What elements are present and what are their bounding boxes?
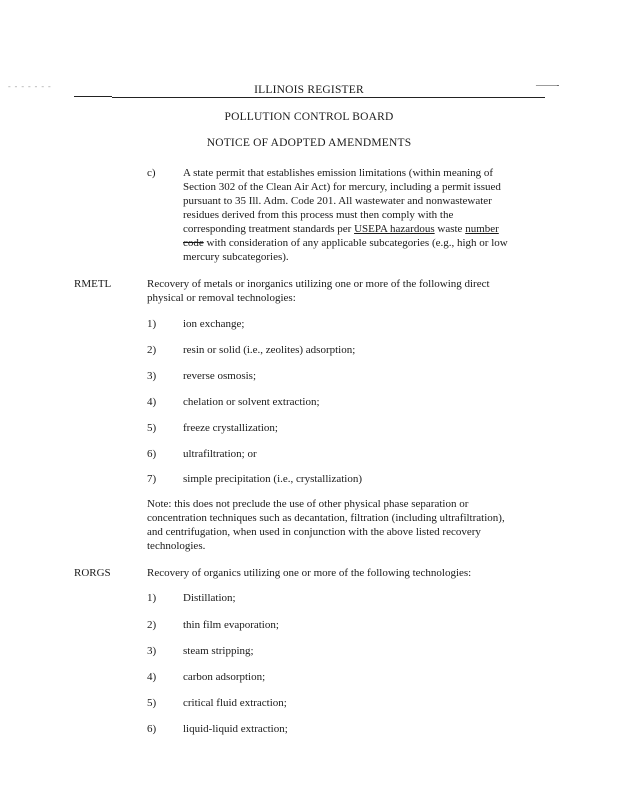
item-c-text-part: waste — [434, 223, 466, 235]
rmetl-item-num: 7) — [147, 473, 157, 485]
rorgs-item-text: critical fluid extraction; — [183, 697, 287, 709]
item-c-line — [183, 222, 563, 236]
register-title: ILLINOIS REGISTER — [254, 84, 364, 96]
rorgs-item-num: 3) — [147, 645, 157, 657]
rmetl-note-line: technologies. — [147, 540, 206, 552]
rmetl-note-line: and centrifugation, when used in conjunction with the above listed recovery — [147, 526, 481, 538]
item-c-line: pursuant to 35 Ill. Adm. Code 201. All wastewater and nonwastewater — [183, 195, 492, 207]
rorgs-intro: Recovery of organics utilizing one or more of the following technologies: — [147, 567, 472, 579]
rmetl-item-num: 6) — [147, 448, 157, 460]
left-scan-mark: - - - - - - - — [8, 82, 52, 91]
corner-mark: ——- — [536, 80, 560, 91]
header-rule-left — [74, 96, 112, 97]
rmetl-item-num: 1) — [147, 318, 157, 330]
rorgs-item-text: liquid-liquid extraction; — [183, 723, 288, 735]
rorgs-item-text: steam stripping; — [183, 645, 254, 657]
rorgs-item-num: 1) — [147, 592, 157, 604]
rmetl-intro — [147, 277, 567, 305]
item-c-line — [183, 236, 563, 250]
rorgs-item-num: 2) — [147, 619, 157, 631]
rmetl-intro-line: Recovery of metals or inorganics utilizing one or more of the following direct — [147, 278, 490, 290]
board-title: POLLUTION CONTROL BOARD — [224, 111, 394, 123]
notice-title: NOTICE OF ADOPTED AMENDMENTS — [206, 137, 412, 149]
item-c-line: A state permit that establishes emission limitations (within meaning of — [183, 167, 494, 179]
item-c-line: mercury subcategories). — [183, 251, 289, 263]
rorgs-item-num: 4) — [147, 671, 157, 683]
rmetl-note — [147, 497, 567, 553]
rmetl-item-text: reverse osmosis; — [183, 370, 257, 382]
rorgs-item-text: carbon adsorption; — [183, 671, 266, 683]
underlined-insertion: number — [465, 223, 499, 235]
rmetl-note-line: concentration techniques such as decantation, filtration (including ultrafiltration), — [147, 512, 505, 524]
rmetl-item-text: resin or solid (i.e., zeolites) adsorption; — [183, 344, 356, 356]
rmetl-item-num: 2) — [147, 344, 157, 356]
struck-deletion: code — [183, 237, 204, 249]
rorgs-item-text: Distillation; — [183, 592, 236, 604]
rmetl-item-text: simple precipitation (i.e., crystallization) — [183, 473, 362, 485]
rmetl-item-text: ultrafiltration; or — [183, 448, 257, 460]
rorgs-item-num: 5) — [147, 697, 157, 709]
rmetl-item-text: freeze crystallization; — [183, 422, 278, 434]
item-c-label: c) — [147, 167, 156, 179]
rorgs-code: RORGS — [74, 567, 111, 579]
rmetl-code: RMETL — [74, 278, 112, 290]
rmetl-item-num: 5) — [147, 422, 157, 434]
item-c-text — [183, 166, 563, 264]
item-c-line: residues derived from this process must then comply with the — [183, 209, 454, 221]
rmetl-intro-line: physical or removal technologies: — [147, 292, 296, 304]
rorgs-item-num: 6) — [147, 723, 157, 735]
rmetl-item-num: 3) — [147, 370, 157, 382]
item-c-text-part: corresponding treatment standards per — [183, 223, 355, 235]
item-c-text-part: with consideration of any applicable subcategories (e.g., high or low — [203, 237, 508, 249]
rorgs-item-text: thin film evaporation; — [183, 619, 279, 631]
underlined-insertion: USEPA hazardous — [354, 223, 435, 235]
item-c-line: Section 302 of the Clean Air Act) for mercury, including a permit issued — [183, 181, 501, 193]
rmetl-note-line: Note: this does not preclude the use of other physical phase separation or — [147, 498, 469, 510]
rmetl-item-text: ion exchange; — [183, 318, 245, 330]
header-rule-main — [112, 97, 545, 98]
rmetl-item-num: 4) — [147, 396, 157, 408]
rmetl-item-text: chelation or solvent extraction; — [183, 396, 320, 408]
